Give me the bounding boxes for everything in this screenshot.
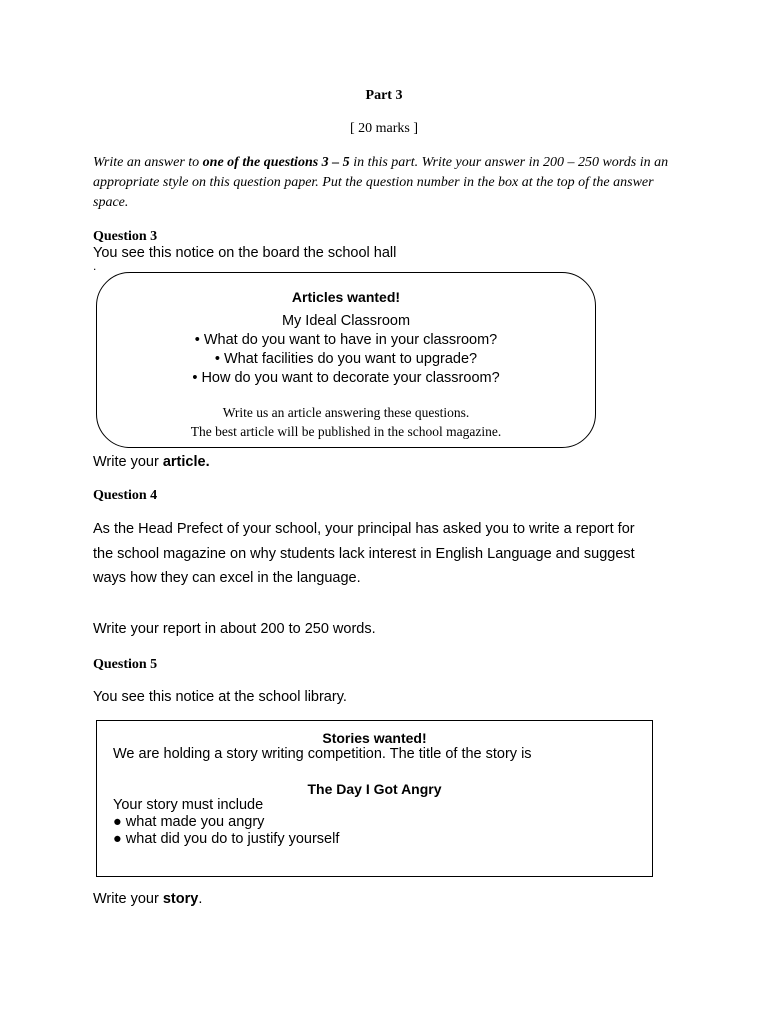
notice-bullet: ● what made you angry <box>113 814 265 830</box>
paragraph-line: the school magazine on why students lack interest in English Language and suggest <box>93 545 635 562</box>
story-title: The Day I Got Angry <box>307 781 442 797</box>
instructions-pre: Write an answer to <box>93 155 203 170</box>
notice-box-articles <box>96 272 596 448</box>
question-3-task <box>93 454 210 470</box>
question-4-task: Write your report in about 200 to 250 words. <box>93 621 376 637</box>
question-3-intro: You see this notice on the board the school hall <box>93 245 397 261</box>
paragraph-line: As the Head Prefect of your school, your principal has asked you to write a report for <box>93 521 635 537</box>
part-title: Part 3 <box>365 88 403 103</box>
notice-title: Stories wanted! <box>322 730 427 746</box>
notice-include: Your story must include <box>113 797 264 813</box>
notice-title: Articles wanted! <box>291 289 401 305</box>
question-4-heading: Question 4 <box>93 488 158 503</box>
question-5-heading: Question 5 <box>93 657 158 672</box>
notice-subtitle: My Ideal Classroom <box>281 313 411 329</box>
notice-bullet: ● what did you do to justify yourself <box>113 831 340 847</box>
notice-bullet: • How do you want to decorate your classroom? <box>192 370 500 386</box>
paragraph-line: ways how they can excel in the language. <box>93 570 361 586</box>
instructions-post: in this part. Write your answer in 200 – 250 words in an appropriate style on this question paper. Put the question number in the box at the top of the answer space. <box>93 155 669 210</box>
notice-bullet: • What facilities do you want to upgrade? <box>214 351 478 367</box>
stray-dot: . <box>93 259 97 273</box>
notice-box-stories <box>96 720 653 877</box>
question-4-paragraph <box>93 517 713 591</box>
notice-closing-1: Write us an article answering these questions. <box>222 405 470 420</box>
task-keyword: article. <box>162 454 210 470</box>
question-5-intro: You see this notice at the school library. <box>93 689 347 705</box>
marks-label: [ 20 marks ] <box>349 121 419 136</box>
instructions-emphasis: one of the questions 3 – 5 <box>202 155 350 170</box>
task-prefix: Write your <box>93 891 163 907</box>
task-prefix: Write your <box>93 454 163 470</box>
notice-line: We are holding a story writing competition. The title of the story is <box>113 746 532 762</box>
instructions <box>93 153 673 213</box>
question-5-task <box>93 891 202 907</box>
task-suffix: . <box>198 891 203 907</box>
notice-bullet: • What do you want to have in your classroom? <box>194 332 498 348</box>
notice-closing-2: The best article will be published in the school magazine. <box>190 424 502 439</box>
task-keyword: story <box>162 891 199 907</box>
question-3-heading: Question 3 <box>93 229 158 244</box>
